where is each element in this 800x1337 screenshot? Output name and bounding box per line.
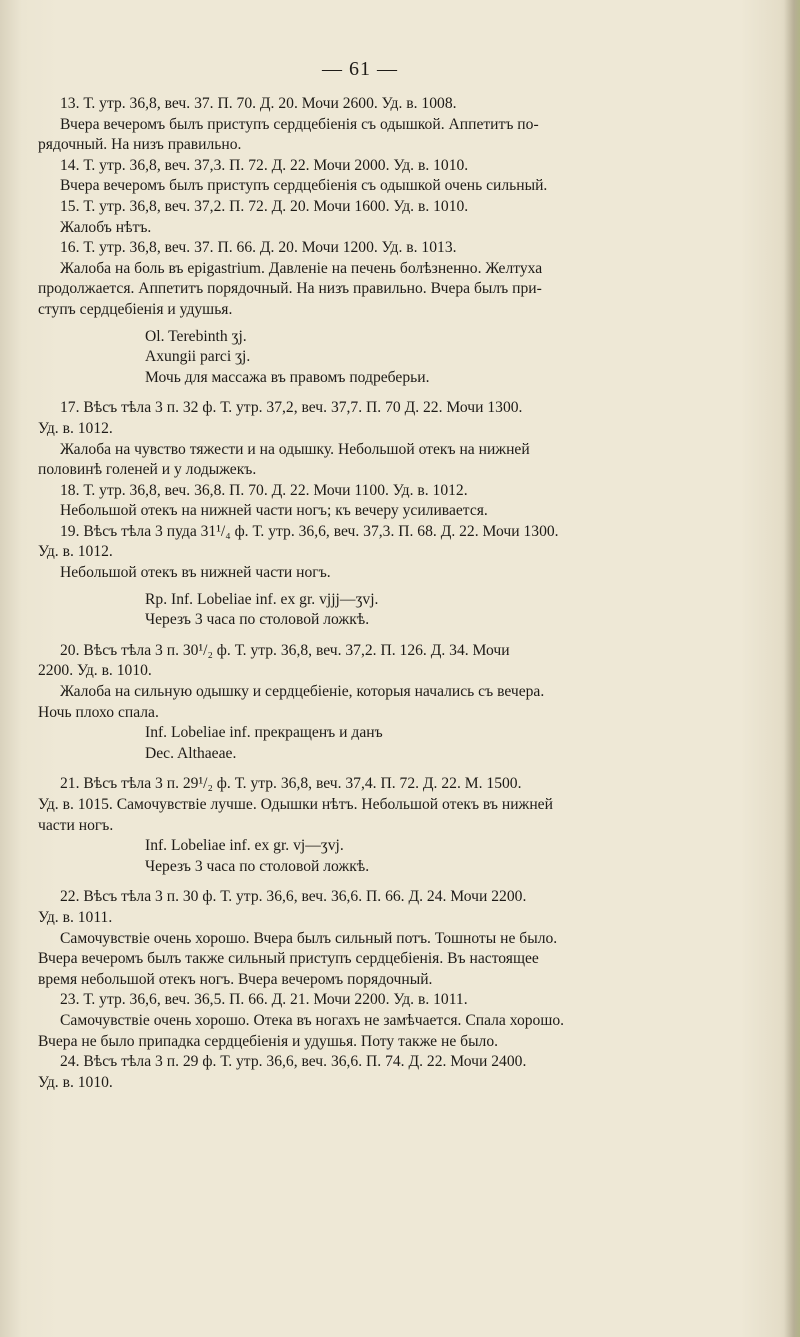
text-line: Уд. в. 1012. [38,419,113,437]
text-line: 13. Т. утр. 36,8, веч. 37. П. 70. Д. 20. Мочи 2600. Уд. в. 1008. [60,95,457,112]
text-line: Мочь для массажа въ правомъ подреберьи. [145,368,430,386]
text-line: Жалоба на сильную одышку и сердцебіеніе, которыя начались съ вечера. [60,683,545,701]
page-number: — 61 — [322,58,398,80]
text-line: Самочувствіе очень хорошо. Отека въ ногахъ не замѣчается. Спала хорошо. [60,1011,565,1029]
text-line: 21. Вѣсъ тѣла 3 п. 29¹/₂ ф. Т. утр. 36,8, веч. 37,4. П. 72. Д. 22. М. 1500. [60,775,522,793]
text-line: Уд. в. 1015. Самочувствіе лучше. Одышки нѣтъ. Небольшой отекъ въ нижней [38,796,553,813]
text-line: 15. Т. утр. 36,8, веч. 37,2. П. 72. Д. 20. Мочи 1600. Уд. в. 1010. [60,197,469,215]
text-line: Вчера не было припадка сердцебіенія и удушья. Поту также не было. [38,1032,499,1050]
text-line: Inf. Lobeliae inf. прекращенъ и данъ [145,724,383,742]
text-line: Уд. в. 1010. [38,1073,113,1091]
text-line: продолжается. Аппетитъ порядочный. На низъ правильно. Вчера былъ при- [38,280,542,298]
text-line: Жалоба на чувство тяжести и на одышку. Небольшой отекъ на нижней [60,440,530,458]
text-line: 20. Вѣсъ тѣла 3 п. 30¹/₂ ф. Т. утр. 36,8, веч. 37,2. П. 126. Д. 34. Мочи [60,641,510,659]
text-line: Dec. Althaeae. [145,744,237,762]
text-line: 23. Т. утр. 36,6, веч. 36,5. П. 66. Д. 21. Мочи 2200. Уд. в. 1011. [60,991,468,1009]
paragraph-gap [38,388,726,398]
text-line: Вчера вечеромъ былъ приступъ сердцебіенія съ одышкой. Аппетитъ по- [60,115,539,133]
text-line: Вчера вечеромъ былъ также сильный приступъ сердцебіенія. Въ настоящее [38,950,539,968]
paragraph-gap [38,764,726,774]
text-line: Ночь плохо спала. [38,703,159,721]
text-line: Вчера вечеромъ былъ приступъ сердцебіенія съ одышкой очень сильный. [60,177,548,195]
body-text [38,94,726,1093]
text-line: Axungii parci ʒj. [145,348,251,366]
text-line: рядочный. На низъ правильно. [38,136,242,154]
paragraph-gap [38,877,726,887]
text-line: 16. Т. утр. 36,8, веч. 37. П. 66. Д. 20. Мочи 1200. Уд. в. 1013. [60,239,457,257]
text-line: 18. Т. утр. 36,8, веч. 36,8. П. 70. Д. 22. Мочи 1100. Уд. в. 1012. [60,481,468,499]
text-line: Черезъ 3 часа по столовой ложкѣ. [145,857,370,875]
page-edge-shadow [784,0,800,1337]
text-line: части ногъ. [38,816,114,834]
text-line: Небольшой отекъ въ нижней части ногъ. [60,564,331,582]
text-line: 22. Вѣсъ тѣла 3 п. 30 ф. Т. утр. 36,6, веч. 36,6. П. 66. Д. 24. Мочи 2200. [60,888,527,906]
text-line: Rp. Inf. Lobeliae inf. ex gr. vjjj—ʒvj. [145,590,379,608]
paragraph-gap [38,631,726,641]
text-line: 24. Вѣсъ тѣла 3 п. 29 ф. Т. утр. 36,6, веч. 36,6. П. 74. Д. 22. Мочи 2400. [60,1053,527,1071]
text-line: 14. Т. утр. 36,8, веч. 37,3. П. 72. Д. 22. Мочи 2000. Уд. в. 1010. [60,156,469,174]
text-line: Черезъ 3 часа по столовой ложкѣ. [145,611,370,629]
text-line: половинѣ голеней и у лодыжекъ. [38,461,257,479]
text-line: Ol. Terebinth ʒj. [145,327,247,345]
text-line: Самочувствіе очень хорошо. Вчера былъ сильный потъ. Тошноты не было. [60,929,558,947]
text-line: Жалоба на боль въ epigastrium. Давленіе на печень болѣзненно. Желтуха [60,259,543,277]
text-line: ступъ сердцебіенія и удушья. [38,300,233,318]
text-line: Жалобъ нѣтъ. [60,218,152,236]
text-line: Уд. в. 1011. [38,908,113,926]
text-line: время небольшой отекъ ногъ. Вчера вечеромъ порядочный. [38,970,433,988]
text-line: Inf. Lobeliae inf. ex gr. vj—ʒvj. [145,837,344,855]
text-line: 2200. Уд. в. 1010. [38,662,152,680]
text-line: Небольшой отекъ на нижней части ногъ; къ вечеру усиливается. [60,502,488,520]
text-line: 19. Вѣсъ тѣла 3 пуда 31¹/₄ ф. Т. утр. 36,6, веч. 37,3. П. 68. Д. 22. Мочи 1300. [60,522,559,540]
text-line: Уд. в. 1012. [38,543,113,561]
text-line: 17. Вѣсъ тѣла 3 п. 32 ф. Т. утр. 37,2, веч. 37,7. П. 70 Д. 22. Мочи 1300. [60,399,523,417]
